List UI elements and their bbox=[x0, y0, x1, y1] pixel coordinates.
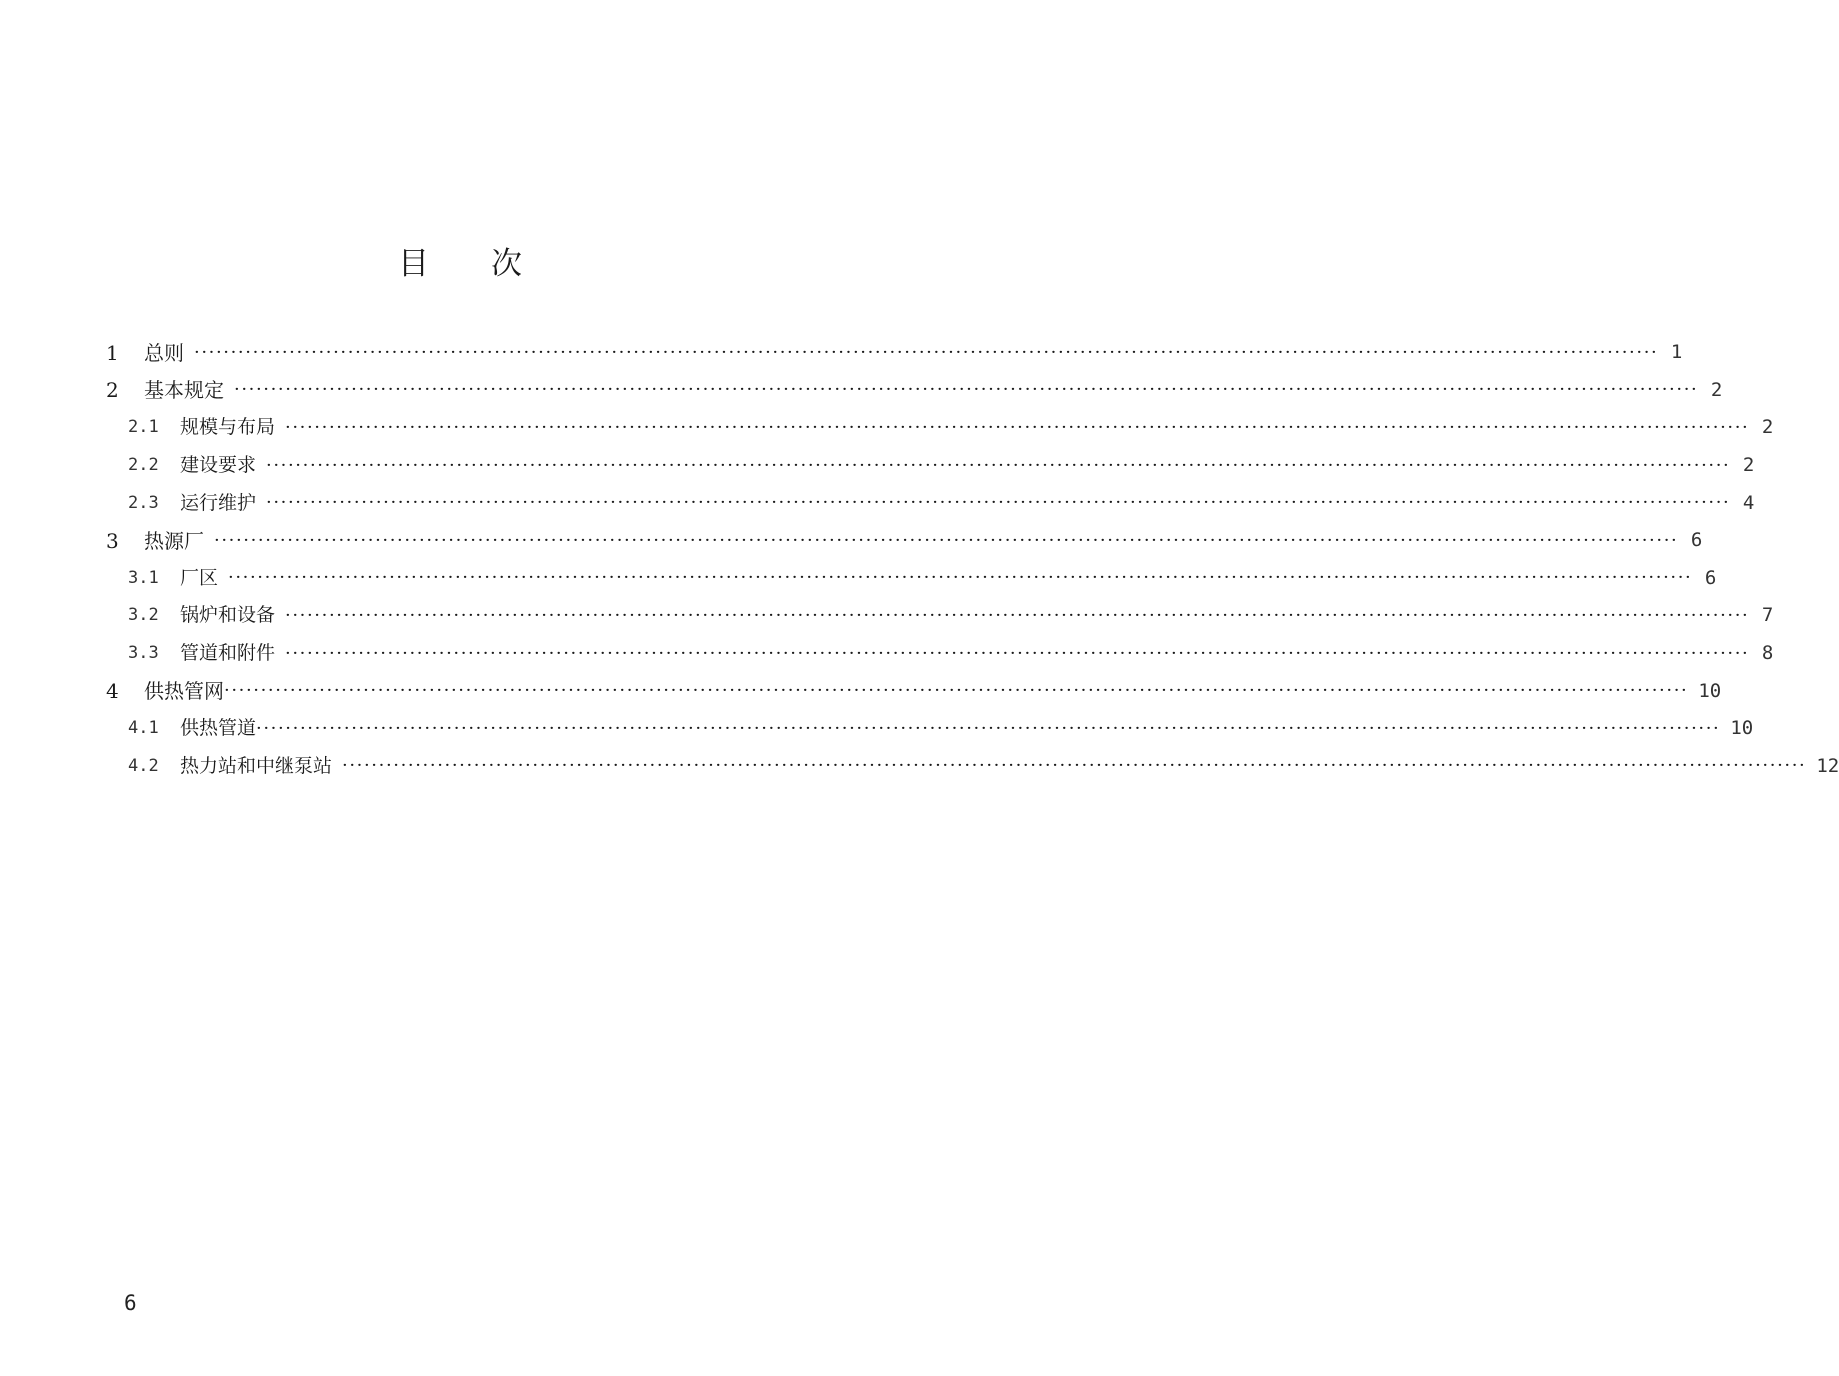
toc-entry[interactable] bbox=[106, 484, 1755, 522]
toc-entry[interactable] bbox=[106, 334, 1683, 372]
toc-entry-title: 运行维护 bbox=[180, 491, 257, 514]
toc-entry[interactable] bbox=[106, 522, 1703, 560]
dot-leader: ········································································································································································································ bbox=[342, 755, 1807, 777]
toc-entry[interactable] bbox=[106, 560, 1717, 598]
toc-entry-number: 2.2 bbox=[128, 455, 159, 476]
toc-entry-title: 厂区 bbox=[180, 566, 219, 589]
title-char-2: 次 bbox=[491, 246, 522, 282]
toc-entry-number: 3.1 bbox=[128, 567, 159, 588]
toc-entry-number: 3.2 bbox=[128, 605, 159, 626]
toc-entry[interactable] bbox=[106, 372, 1723, 410]
toc-entry-page: 2 bbox=[1761, 416, 1774, 439]
toc-entry-page: 4 bbox=[1742, 491, 1755, 514]
toc-entry[interactable] bbox=[106, 672, 1722, 710]
dot-leader: ········································································································································································································ bbox=[224, 680, 1689, 702]
toc-entry-title: 管道和附件 bbox=[180, 642, 276, 665]
dot-leader: ········································································································································································································ bbox=[285, 604, 1750, 626]
page-title bbox=[0, 238, 920, 283]
toc-entry-page: 7 bbox=[1761, 604, 1774, 627]
toc-entry-page: 8 bbox=[1761, 642, 1774, 665]
toc-entry-number: 3.3 bbox=[128, 643, 159, 664]
toc-entry[interactable] bbox=[106, 447, 1755, 485]
dot-leader: ········································································································································································································ bbox=[285, 416, 1750, 438]
dot-leader: ········································································································································································································ bbox=[266, 492, 1731, 514]
dot-leader: ········································································································································································································ bbox=[234, 379, 1699, 401]
page-number: 6 bbox=[124, 1291, 137, 1315]
toc-entry-number: 1 bbox=[106, 340, 119, 365]
toc-entry-title: 热源厂 bbox=[144, 528, 204, 553]
toc-entry-page: 10 bbox=[1698, 679, 1722, 702]
toc-entry-page: 2 bbox=[1742, 454, 1755, 477]
toc-entry-page: 1 bbox=[1670, 341, 1683, 364]
toc-entry[interactable] bbox=[106, 748, 1839, 786]
toc-entry[interactable] bbox=[106, 635, 1774, 673]
toc-entry-title: 建设要求 bbox=[180, 454, 257, 477]
toc-entry-title: 总则 bbox=[144, 340, 184, 365]
dot-leader: ········································································································································································································ bbox=[285, 642, 1750, 664]
dot-leader: ········································································································································································································ bbox=[194, 341, 1659, 363]
toc-entry-page: 10 bbox=[1730, 717, 1754, 740]
toc-entry-number: 2.3 bbox=[128, 492, 159, 513]
title-char-1: 目 bbox=[398, 246, 429, 282]
toc-entry[interactable] bbox=[106, 710, 1754, 748]
toc-entry-page: 6 bbox=[1704, 566, 1717, 589]
toc-entry[interactable] bbox=[106, 597, 1774, 635]
table-of-contents bbox=[106, 334, 1839, 785]
toc-entry-page: 2 bbox=[1710, 378, 1723, 401]
toc-entry-title: 规模与布局 bbox=[180, 416, 276, 439]
toc-entry-page: 6 bbox=[1690, 529, 1703, 552]
toc-entry-page: 12 bbox=[1816, 754, 1839, 777]
dot-leader: ········································································································································································································ bbox=[266, 454, 1731, 476]
dot-leader: ········································································································································································································ bbox=[256, 717, 1721, 739]
toc-entry[interactable] bbox=[106, 409, 1774, 447]
toc-entry-title: 供热管道 bbox=[180, 717, 257, 740]
toc-entry-number: 4 bbox=[106, 679, 119, 704]
dot-leader: ········································································································································································································ bbox=[228, 567, 1693, 589]
toc-entry-title: 热力站和中继泵站 bbox=[180, 754, 333, 777]
toc-entry-number: 2 bbox=[106, 378, 119, 403]
toc-entry-title: 供热管网 bbox=[144, 679, 224, 704]
dot-leader: ········································································································································································································ bbox=[214, 529, 1679, 551]
toc-entry-number: 2.1 bbox=[128, 417, 159, 438]
toc-entry-number: 4.2 bbox=[128, 755, 159, 776]
toc-entry-number: 3 bbox=[106, 528, 119, 553]
toc-entry-title: 基本规定 bbox=[144, 378, 224, 403]
toc-entry-title: 锅炉和设备 bbox=[180, 604, 276, 627]
toc-entry-number: 4.1 bbox=[128, 718, 159, 739]
